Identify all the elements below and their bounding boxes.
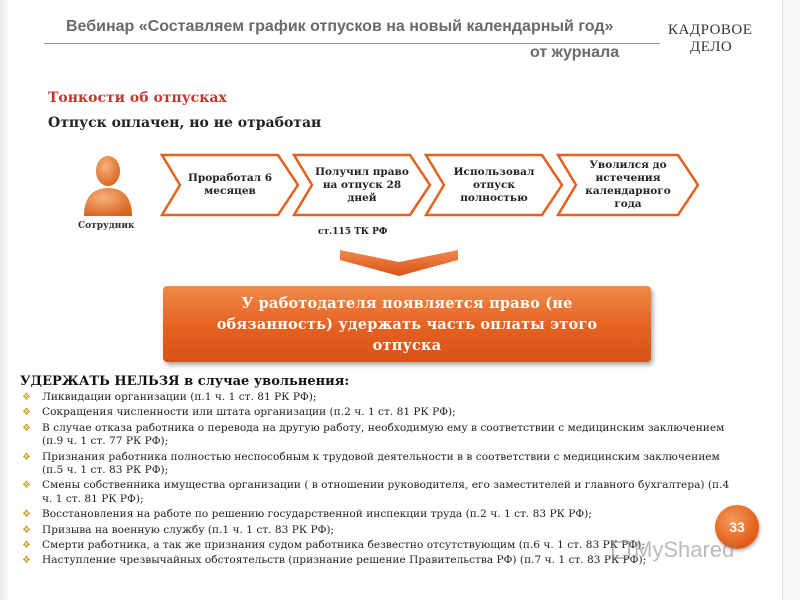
watermark [612, 537, 734, 563]
logo-line-1: КАДРОВОЕ [668, 22, 753, 38]
list-item [20, 524, 740, 537]
list-item-text: В случае отказа работника о перевода на другую работу, необходимую ему в соответствии с медицинским заключением (п.9 ч. 1 ст. 77 РК РФ); [42, 421, 725, 448]
diamond-bullet-icon: ❖ [22, 451, 31, 463]
list-item-text: Призыва на военную службу (п.1 ч. 1 ст. 83 РК РФ); [42, 523, 335, 536]
slide-left-edge [0, 0, 10, 600]
list-item-text: Смерти работника, а так же признания судом работника безвестно отсутствующим (п.6 ч. 1 ст. 83 РК РФ); [42, 539, 645, 552]
diamond-bullet-icon: ❖ [22, 540, 31, 552]
section-title: Тонкости об отпусках [48, 90, 227, 106]
step-label: Проработал 6 месяцев [187, 172, 273, 197]
diamond-bullet-icon: ❖ [22, 480, 31, 492]
watermark-text: MyShared [634, 537, 735, 562]
step-label: Получил право на отпуск 28 дней [315, 165, 409, 204]
law-reference: ст.115 ТК РФ [318, 227, 388, 237]
kadrovoe-delo-logo [668, 22, 753, 60]
list-item [20, 391, 740, 404]
webinar-subtitle: от журнала [530, 44, 620, 61]
process-steps [160, 153, 700, 219]
section-subtitle: Отпуск оплачен, но не отработан [48, 115, 322, 131]
list-item-text: Ликвидации организации (п.1 ч. 1 ст. 81 РК РФ); [42, 391, 317, 403]
list-item-text: Восстановления на работе по решению государственной инспекции труда (п.2 ч. 1 ст. 83 РК РФ); [42, 508, 592, 521]
step-label: Уволился до истечения календарного года [585, 159, 671, 210]
list-item [20, 406, 740, 419]
list-heading-bold: УДЕРЖАТЬ НЕЛЬЗЯ [20, 374, 180, 389]
diamond-bullet-icon: ❖ [22, 422, 31, 434]
diamond-bullet-icon: ❖ [22, 555, 31, 567]
list-item-text: Наступление чрезвычайных обстоятельств (признание решение Правительства РФ) (п.7 ч. 1 ст. 83 РК РФ); [42, 554, 647, 567]
list-item [20, 451, 740, 478]
diamond-bullet-icon: ❖ [22, 407, 31, 419]
list-heading [20, 374, 349, 389]
list-item [20, 422, 740, 449]
employee-label: Сотрудник [78, 221, 135, 231]
webinar-title: Вебинар «Составляем график отпусков на новый календарный год» [66, 18, 614, 35]
page-number: 33 [729, 519, 745, 535]
slide-right-strip [782, 0, 800, 600]
key-statement-banner [163, 286, 651, 362]
list-item-text: Признания работника полностью неспособным к трудовой деятельности в в соответствии с медицинским заключением (п.5 ч. 1 ст. 83 РК РФ); [42, 450, 720, 477]
logo-line-2: ДЕЛО [690, 39, 733, 55]
down-chevron-arrow-icon [340, 250, 458, 278]
diamond-bullet-icon: ❖ [22, 509, 31, 521]
step-label: Использовал отпуск полностью [453, 165, 535, 204]
person-silhouette-icon [80, 152, 136, 218]
list-item-text: Сокращения численности или штата организации (п.2 ч. 1 ст. 81 РК РФ); [42, 406, 456, 419]
diamond-bullet-icon: ❖ [22, 392, 31, 403]
list-item-text: Смены собственника имущества организации ( в отношении руководителя, его заместителей и главного бухгалтера) (п.4 ч. 1 ст. 81 РК РФ); [42, 479, 730, 505]
diamond-bullet-icon: ❖ [22, 524, 31, 536]
list-item [20, 479, 740, 506]
watermark-icon [612, 541, 630, 559]
list-heading-rest: в случае увольнения: [179, 374, 350, 389]
list-item [20, 508, 740, 521]
banner-text: У работодателя появляется право (не обязанность) удержать часть оплаты этого отпуска [216, 294, 598, 354]
